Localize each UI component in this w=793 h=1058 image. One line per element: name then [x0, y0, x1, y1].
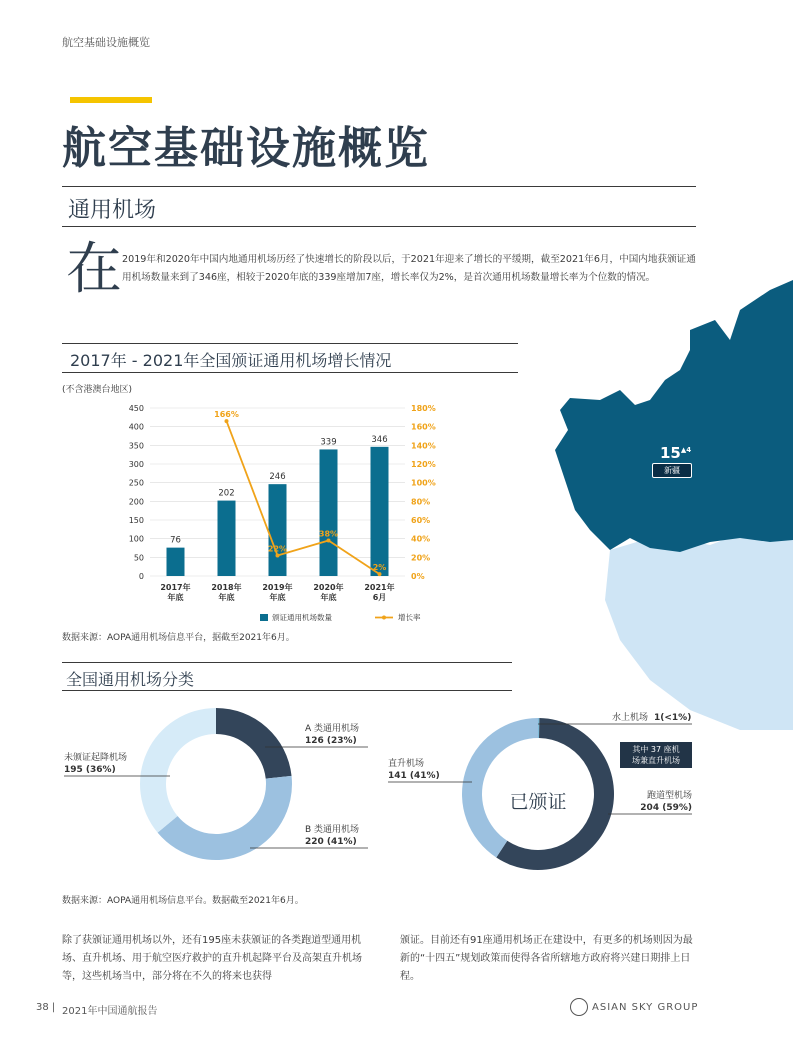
slice-name-label: A 类通用机场 — [305, 724, 360, 734]
y2-tick-label: 160% — [411, 422, 436, 432]
slice-name-label: 直升机场 — [388, 759, 425, 769]
source-note-2: 数据来源：AOPA通用机场信息平台。数据截至2021年6月。 — [62, 896, 304, 906]
map-region-light — [605, 520, 793, 730]
bar-value-label: 246 — [269, 472, 286, 483]
y2-tick-label: 100% — [411, 478, 436, 488]
title-rule — [62, 186, 696, 187]
slice-value-label: 1(<1%) — [654, 713, 692, 723]
bar-value-label: 202 — [218, 488, 235, 499]
y2-tick-label: 40% — [411, 534, 431, 544]
slice-value-label: 126 (23%) — [305, 736, 357, 746]
y2-tick-label: 60% — [411, 516, 431, 525]
chart1-note: (不含港澳台地区) — [62, 385, 133, 395]
category-donut-slice — [158, 776, 292, 860]
map-graphic — [540, 280, 793, 730]
y-tick-label: 350 — [128, 441, 144, 451]
chart2-bottom-rule — [62, 690, 512, 691]
footer-page-number — [36, 1002, 55, 1013]
bar — [269, 484, 287, 576]
section-rule — [62, 226, 696, 227]
intro-dropcap: 在 — [66, 237, 122, 302]
bar — [167, 548, 185, 576]
page-title: 航空基础设施概览 — [62, 123, 430, 174]
y-tick-label: 0 — [138, 572, 144, 581]
x-tick-label-line2: 年底 — [218, 593, 235, 602]
x-tick-label-line2: 年底 — [167, 593, 184, 602]
slice-value-label: 204 (59%) — [640, 803, 692, 813]
certified-donut-slice — [462, 718, 538, 858]
donut-center-label: 已颁证 — [509, 791, 567, 813]
slice-name-label: 未颁证起降机场 — [64, 753, 128, 763]
growth-rate-point — [276, 553, 280, 557]
callout-line-2: 场兼直升机场 — [632, 756, 680, 765]
donut-charts — [60, 700, 700, 885]
bar-value-label: 339 — [320, 437, 337, 448]
page-number: 38 — [36, 1002, 49, 1013]
section-title: 通用机场 — [68, 198, 157, 223]
slice-name-label: B 类通用机场 — [305, 825, 360, 835]
map-value — [660, 444, 691, 462]
growth-rate-label: 22% — [267, 544, 288, 554]
slice-value-label: 220 (41%) — [305, 837, 357, 847]
x-tick-label-line2: 6月 — [372, 593, 387, 602]
y2-tick-label: 180% — [411, 404, 436, 413]
growth-rate-point — [225, 419, 229, 423]
growth-rate-point — [378, 572, 382, 576]
chart1-title: 2017年 - 2021年全国颁证通用机场增长情况 — [70, 351, 392, 370]
bar-value-label: 346 — [371, 434, 388, 445]
chart1-top-rule — [62, 343, 518, 344]
growth-rate-label: 166% — [214, 410, 239, 420]
footer-report-title: 2021年中国通航报告 — [62, 1006, 158, 1017]
category-donut-slice — [140, 708, 216, 833]
intro-paragraph: 2019年和2020年中国内地通用机场历经了快速增长的阶段以后，于2021年迎来了增长的平缓期，截至2021年6月，中国内地获颁证通用机场数量来到了346座，相较于2020年底的339座增加7座，增长率仅为2%，是首次通用机场数量增长率为个位数的情况。 — [122, 254, 696, 283]
x-tick-label: 2021年 — [364, 583, 395, 592]
x-tick-label: 2020年 — [313, 583, 344, 592]
map-region-label: 新疆 — [652, 463, 692, 478]
brand-name: ASIAN SKY GROUP — [592, 1002, 699, 1013]
x-tick-label: 2018年 — [211, 583, 242, 592]
y-tick-label: 100 — [128, 534, 144, 544]
y-tick-label: 300 — [128, 460, 144, 469]
bar-value-label: 76 — [170, 535, 181, 546]
brand-logo-icon — [570, 998, 588, 1016]
growth-rate-label: 38% — [318, 529, 339, 539]
y-tick-label: 50 — [133, 553, 144, 563]
y-tick-label: 400 — [128, 422, 144, 432]
bar — [371, 447, 389, 576]
slice-value-label: 141 (41%) — [388, 771, 440, 781]
y-tick-label: 150 — [128, 516, 144, 525]
chart2-title: 全国通用机场分类 — [66, 670, 195, 689]
bar-chart — [60, 380, 460, 625]
x-tick-label-line2: 年底 — [269, 593, 286, 602]
y2-tick-label: 20% — [411, 553, 431, 563]
x-tick-label: 2019年 — [262, 583, 293, 592]
source-note-1: 数据来源：AOPA通用机场信息平台，据截至2021年6月。 — [62, 633, 295, 643]
bar — [320, 449, 338, 576]
category-donut-slice — [216, 708, 292, 779]
callout-line-1: 其中 37 座机 — [632, 745, 680, 754]
y-tick-label: 200 — [128, 497, 144, 507]
y-tick-label: 250 — [128, 478, 144, 488]
growth-rate-label: 2% — [372, 563, 387, 573]
body-text-right: 颁证。目前还有91座通用机场正在建设中，有更多的机场则因为最新的“十四五”规划政策而使得各省所辖地方政府将兴建日期排上日程。 — [400, 935, 693, 982]
body-text-left: 除了获颁证通用机场以外，还有195座未获颁证的各类跑道型通用机场、直升机场、用于航空医疗救护的直升机起降平台及高架直升机场等，这些机场当中，部分将在不久的将来也获得 — [62, 935, 362, 982]
footer-divider: | — [51, 1002, 56, 1013]
y2-tick-label: 0% — [411, 572, 425, 581]
chart2-top-rule — [62, 662, 512, 663]
x-tick-label: 2017年 — [160, 583, 191, 592]
legend-line-marker — [382, 616, 386, 620]
map-region-change: ▲4 — [680, 446, 692, 454]
map-region-value: 15 — [660, 444, 681, 462]
growth-rate-point — [327, 539, 331, 543]
bar — [218, 501, 236, 576]
y2-tick-label: 120% — [411, 460, 436, 469]
y2-tick-label: 140% — [411, 441, 436, 451]
accent-bar — [70, 97, 152, 103]
legend-line-label: 增长率 — [398, 613, 421, 622]
slice-name-label: 跑道型机场 — [646, 791, 692, 801]
y-tick-label: 450 — [128, 404, 144, 413]
slice-name-label: 水上机场 — [612, 713, 649, 723]
chart1-bottom-rule — [62, 372, 518, 373]
y2-tick-label: 80% — [411, 497, 431, 507]
slice-value-label: 195 (36%) — [64, 765, 116, 775]
running-header: 航空基础设施概览 — [62, 36, 150, 49]
x-tick-label-line2: 年底 — [320, 593, 337, 602]
map-region-xinjiang — [555, 280, 793, 552]
legend-bar-swatch — [260, 614, 268, 621]
legend-bar-label: 颁证通用机场数量 — [272, 613, 332, 622]
growth-rate-line — [227, 421, 380, 574]
